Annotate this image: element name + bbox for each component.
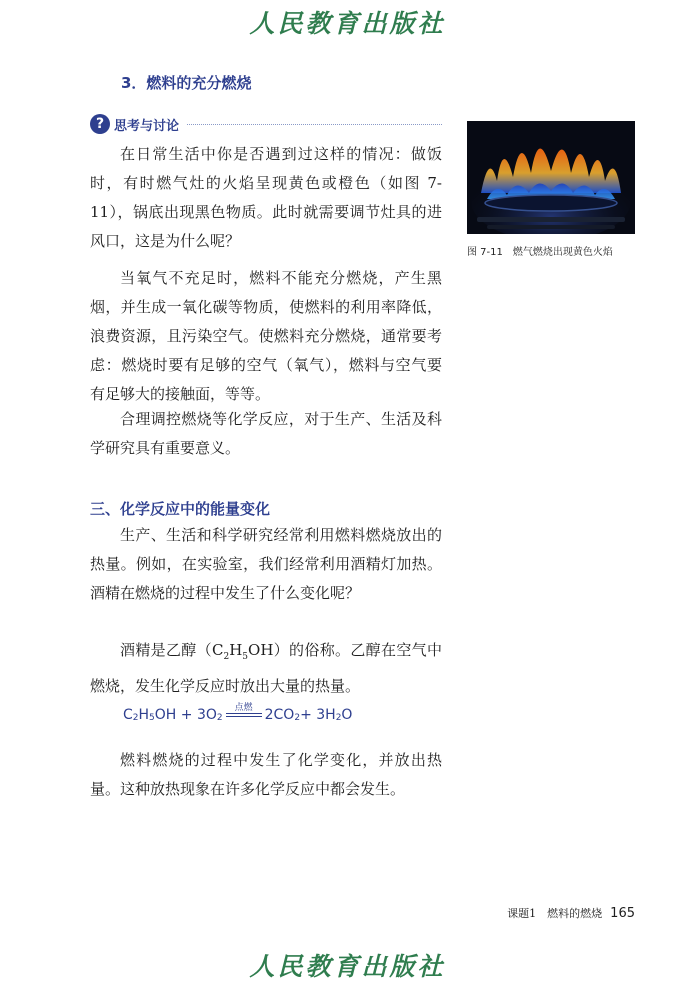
equals-sign (226, 713, 262, 717)
section-title: 3．燃料的充分燃烧 (121, 74, 252, 92)
think-discuss-label: 思考与讨论 (114, 118, 180, 134)
page-number: 165 (610, 906, 635, 921)
paragraph-ethanol: 酒精是乙醇$(C_2H_5OH)$的俗称。乙醇在空气中燃烧，发生化学反应时放出大量的热量。 (90, 641, 442, 695)
paragraph-significance: 合理调控燃烧等化学反应，对于生产、生活及科学研究具有重要意义。 (90, 410, 442, 457)
question-icon: ? (90, 114, 110, 134)
page-footer (507, 905, 635, 921)
publisher-header: 人民教育出版社 (249, 9, 446, 38)
figure-caption: 图 7-11 燃气燃烧出现黄色火焰 (467, 247, 613, 258)
footer-lesson: 课题1 燃料的燃烧 (507, 907, 603, 920)
chemical-equation: C $_2$ H $_5$ OH + 3O $_2$ 点燃 2CO $_2$ + 3H $_2$ O (123, 703, 353, 723)
paragraph-fuel-heat: 生产、生活和科学研究经常利用燃料燃烧放出的热量。例如，在实验室，我们经常利用酒精灯加热。酒精在燃烧的过程中发生了什么变化呢？ (90, 526, 442, 602)
paragraph-exothermic: 燃料燃烧的过程中发生了化学变化，并放出热量。这种放热现象在许多化学反应中都会发生。 (90, 751, 442, 798)
reaction-condition: 点燃 (226, 703, 262, 723)
dotted-divider (187, 124, 442, 125)
think-discuss-header (90, 113, 442, 135)
section-heading-energy: 三、化学反应中的能量变化 (90, 500, 271, 518)
gas-flame-photo (467, 121, 635, 234)
paragraph-incomplete-combustion: 当氧气不充足时，燃料不能充分燃烧，产生黑烟，并生成一氧化碳等物质，使燃料的利用率降低，浪费资源，且污染空气。使燃料充分燃烧，通常要考虑：燃烧时要有足够的空气（氧气），燃料与空气要有足够大的接触面，等等。 (90, 269, 442, 403)
publisher-footer: 人民教育出版社 (249, 952, 446, 981)
think-discuss-text: 在日常生活中你是否遇到过这样的情况：做饭时，有时燃气灶的火焰呈现黄色或橙色（如图 7-11），锅底出现黑色物质。此时就需要调节灶具的进风口，这是为什么呢？ (90, 145, 442, 250)
